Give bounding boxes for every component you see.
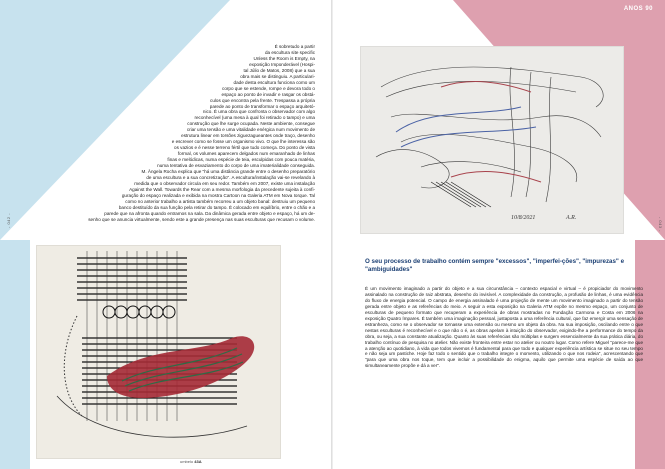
text-line: M. Ângela Rocha explica que "há uma distância grande entre o desenho preparatório: [141, 169, 315, 175]
text-line: estrutura linear em torsões ziguezagueantes onde traço, desenho: [181, 133, 315, 139]
text-line: de uma escultura e a sua concretização". A escultura/instalação vai-se revelando à: [146, 174, 315, 180]
text-line: exposição Imponderável (Hospi-: [249, 61, 315, 67]
text-line: finas e melódicas, numa espécie de teia, esculpidas com pouca matéria,: [167, 157, 315, 163]
text-line: banco destituído da sua função pela retirar do tampo. É colocado em equilíbrio, entre o chão e a: [118, 204, 315, 210]
drawing-initials-inscription: A.R.: [566, 215, 577, 221]
footer-page-number: 43A: [194, 459, 202, 464]
section-tag: ANOS 90: [623, 6, 653, 12]
artwork-left-image: [36, 245, 281, 459]
text-line: espaço ao ponto de invadir e rasgar os obstá-: [221, 91, 315, 97]
text-line: tal Júlio de Matos, 2008) que a sua: [243, 67, 315, 73]
right-article-body: É um movimento imaginado a partir do objeto e a sua circunstância – contexto espacial e virtual – é propiciador do movimento assinalado na construção de raiz abstrata, desenho do invisível. A complexidade da construção, a profusão de linhas, é uma evidência do fluxo de energia potencial. O campo de energia assinalado é uma projeção de mente um movimento imaginado a partir do tensão gerada entre objeto e as referências do meio. A seguir a esta exposição na Galeria ATM expõe no mesmo espaço, um conjunto de esculturas de pequeno formato que recuperam a experiência de obras mostradas no Fundação Carmona e Costa em 2006 na exposição Quatro Ímpares. É também uma imaginação pessoal, justaposta a uma referência cultural, que faz emergir uma sensação de estranheza, como se o observador se tornasse uma extensão ou mesmo um objeto da obra. Na sua imposição, oscilando entre o que nestas esculturas é reconhecível e o que não o é, as obras apelam à intuição do observador, exigindo-lhe a performance do tempo da obra, ou seja, a sua constante atualização. Quanto às suas referências são múltiplas e surgem essencialmente da sua prática diária, do trabalho contínuo de pesquisa no atelier. Não existe fronteira entre estar no atelier ou noutro lugar. Como refere Miguel "parece-me que a atenção ao quotidiano, à vida que todos vivemos é fundamental para que todo e qualquer experiência artística se situe no seu tempo e não seja um pastiche. Hoje faz todo o sentido que o trabalho integre o momento, utilizando o que nos rodeia", acrescentando que "para que uma obra nos toque, tem que incluir a possibilidade do enigma, aquilo que permite uma espécie de saída ao que simultaneamente propõe e dá a ver".: [365, 286, 643, 369]
text-line: da escultura site specific: [264, 49, 315, 55]
text-line: Against the Wall. Towards the Rear com a mesma morfologia da precedente sujeita à confi-: [129, 186, 315, 192]
page-footer: [180, 459, 202, 464]
left-article-text: [40, 44, 315, 223]
page-number-left: - 042 -: [6, 212, 11, 228]
artwork-right-image: [360, 46, 624, 234]
text-line: medida que o observador circula em seu redor. Também em 2007, existe uma instalação: [134, 180, 315, 186]
text-line: parede que na afronta quando entramos na sala. Da dinâmica gerada entre objeto e espaço, há um de-: [104, 210, 315, 216]
text-line: culos que encontra pela frente. Trespassa a própria: [210, 97, 315, 103]
text-line: guração do espaço realizada e exibida na mostra Cartoon na Galeria ATM em Nova Iorque. Tal: [121, 192, 315, 198]
artwork-right-drawing: [361, 47, 623, 233]
text-line: os vazios e é nesse terreno fértil que tudo começa. Do ponto de vista: [174, 145, 315, 151]
text-line: parede ao ponto de transformar o espaço arquitetó-: [209, 103, 315, 109]
text-line: numa tentativa de esvaziamento do corpo de uma imaterialidade conseguida.: [157, 163, 315, 169]
right-page: [333, 0, 665, 469]
text-line: É sobretudo a partir: [274, 44, 315, 49]
footer-label: umbelo: [180, 459, 194, 464]
text-line: criar uma tensão e uma vitalidade enérgica num movimento de: [186, 127, 315, 133]
left-page: [0, 0, 332, 469]
text-line: formal, os volumes aparecem delgados num emaranhado de linhas: [177, 151, 315, 157]
text-line: como no anterior trabalho a artista também recorreu a um objeto banal: destruiu um pequeno: [125, 198, 315, 204]
article-heading: O seu processo de trabalho contém sempre "excessos", "imperfei-ções", "impurezas" e "ambiguidades": [365, 258, 625, 273]
text-line: senho que se anuncia virtualmente, sendo este a grande presença nas suas esculturas que recusam o volume.: [88, 216, 315, 222]
text-line: construção que lhe surge ocupada. Neste ambiente, consegue: [187, 121, 315, 127]
text-line: e escrever como se fosse um organismo vivo. O que lhe interessa são: [171, 139, 315, 145]
text-line: reconhecível (uma mesa à qual foi retirado o tampo) e uma: [194, 115, 315, 121]
text-line: corpo que se estende, rompe e devora todo o: [222, 85, 315, 91]
text-line: obra mais se distinguiu. A particulari-: [240, 73, 315, 79]
drawing-date-inscription: 10/8/2021: [511, 215, 536, 221]
blue-side-band: [0, 240, 30, 469]
artwork-left-drawing: [37, 246, 280, 458]
page-number-right: - 043 -: [658, 216, 663, 232]
text-line: Unless the Room is Empty, na: [253, 55, 315, 61]
text-line: dade desta escultura funciona como um: [233, 79, 315, 85]
text-line: nico. É uma obra que confronta o observador com algo: [202, 109, 315, 115]
